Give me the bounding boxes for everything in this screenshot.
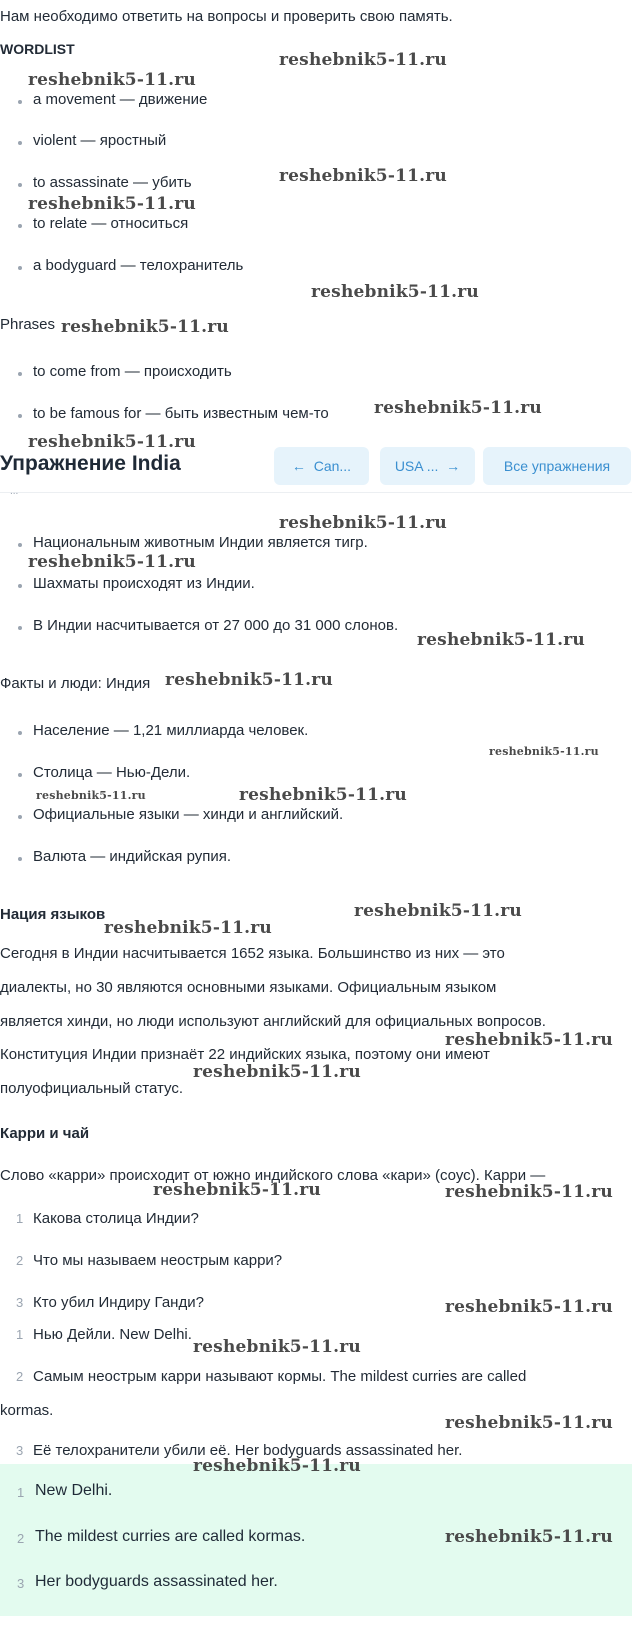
header-divider [0,492,632,493]
answer-item-continued: kormas. [0,1402,54,1419]
next-exercise-label: USA ... [394,458,439,474]
watermark: reshebnik5-11.ru [28,194,196,214]
list-number: 2 [16,1253,24,1268]
watermark: reshebnik5-11.ru [239,785,407,805]
exercise-title: Упражнение India [0,452,181,475]
watermark: reshebnik5-11.ru [153,1180,321,1200]
watermark: reshebnik5-11.ru [445,1297,613,1317]
bullet-icon [18,372,22,376]
list-number: 3 [16,1295,24,1310]
watermark: reshebnik5-11.ru [104,918,272,938]
bullet-icon [18,183,22,187]
list-item: Официальные языки — хинди и английский. [33,806,344,823]
watermark: reshebnik5-11.ru [279,166,447,186]
list-number: 1 [17,1485,25,1500]
list-item: to relate — относиться [33,215,189,232]
bullet-icon [18,141,22,145]
prev-exercise-label: Can... [313,458,352,474]
list-item: Национальным животным Индии является тигр. [33,534,368,551]
list-number: 3 [16,1443,24,1458]
paragraph-line: Сегодня в Индии насчитывается 1652 языка. Большинство из них — это [0,945,505,962]
list-item: В Индии насчитывается от 27 000 до 31 000 слонов. [33,617,399,634]
watermark: reshebnik5-11.ru [489,745,599,758]
answer-item: Нью Дейли. New Delhi. [33,1326,192,1343]
watermark: reshebnik5-11.ru [28,70,196,90]
bullet-icon [18,100,22,104]
list-item: to be famous for — быть известным чем-то [33,405,329,422]
list-item: to assassinate — убить [33,174,192,191]
list-item: a bodyguard — телохранитель [33,257,244,274]
watermark: reshebnik5-11.ru [279,513,447,533]
all-exercises-button[interactable]: Все упражнения [483,447,631,485]
list-item: violent — яростный [33,132,167,149]
watermark: reshebnik5-11.ru [445,1030,613,1050]
paragraph-line: Слово «карри» происходит от южно индийского слова «кари» (соус). Карри — [0,1167,546,1184]
paragraph-line: является хинди, но люди используют английский для официальных вопросов. [0,1013,546,1030]
list-item: to come from — происходить [33,363,232,380]
answer-item: The mildest curries are called kormas. [35,1528,306,1545]
list-item: Столица — Нью-Дели. [33,764,191,781]
bullet-icon [18,626,22,630]
watermark: reshebnik5-11.ru [28,552,196,572]
watermark: reshebnik5-11.ru [417,630,585,650]
arrow-right-icon: → [446,458,461,474]
watermark: reshebnik5-11.ru [193,1062,361,1082]
list-number: 1 [16,1211,24,1226]
watermark: reshebnik5-11.ru [193,1456,361,1476]
answer-item: Её телохранители убили её. Her bodyguards assassinated her. [33,1442,463,1459]
bullet-icon [18,224,22,228]
wordlist-heading: WORDLIST [0,41,75,57]
bullet-icon [18,584,22,588]
bullet-icon [18,414,22,418]
arrow-left-icon: ← [291,458,306,474]
watermark: reshebnik5-11.ru [61,317,229,337]
paragraph-line: диалекты, но 30 являются основными языками. Официальным языком [0,979,497,996]
list-number: 3 [17,1576,25,1591]
partial-text: ... [10,486,19,497]
curry-heading: Карри и чай [0,1125,90,1142]
list-item: Население — 1,21 миллиарда человек. [33,722,309,739]
next-exercise-button[interactable] [380,447,475,485]
watermark: reshebnik5-11.ru [445,1413,613,1433]
watermark: reshebnik5-11.ru [28,432,196,452]
watermark: reshebnik5-11.ru [445,1527,613,1547]
bullet-icon [18,857,22,861]
languages-heading: Нация языков [0,906,106,923]
facts-heading: Факты и люди: Индия [0,675,151,692]
bullet-icon [18,543,22,547]
watermark: reshebnik5-11.ru [165,670,333,690]
list-item: Шахматы происходят из Индии. [33,575,255,592]
question-item: Какова столица Индии? [33,1210,199,1227]
bullet-icon [18,773,22,777]
watermark: reshebnik5-11.ru [374,398,542,418]
answer-item: Самым неострым карри называют кормы. The mildest curries are called [33,1368,527,1385]
list-number: 2 [17,1531,25,1546]
watermark: reshebnik5-11.ru [354,901,522,921]
list-item: a movement — движение [33,91,208,108]
list-number: 1 [16,1327,24,1342]
watermark: reshebnik5-11.ru [36,789,146,802]
list-item: Валюта — индийская рупия. [33,848,232,865]
paragraph-line: Конституция Индии признаёт 22 индийских языка, поэтому они имеют [0,1046,490,1063]
watermark: reshebnik5-11.ru [311,282,479,302]
answer-item: Her bodyguards assassinated her. [35,1573,278,1590]
bullet-icon [18,815,22,819]
list-number: 2 [16,1369,24,1384]
paragraph-line: полуофициальный статус. [0,1080,184,1097]
watermark: reshebnik5-11.ru [279,50,447,70]
watermark: reshebnik5-11.ru [445,1182,613,1202]
prev-exercise-button[interactable] [274,447,369,485]
question-item: Что мы называем неострым карри? [33,1252,283,1269]
answer-item: New Delhi. [35,1482,113,1499]
watermark: reshebnik5-11.ru [193,1337,361,1357]
question-item: Кто убил Индиру Ганди? [33,1294,204,1311]
phrases-heading: Phrases [0,316,56,333]
bullet-icon [18,266,22,270]
bullet-icon [18,731,22,735]
intro-text: Нам необходимо ответить на вопросы и проверить свою память. [0,8,453,25]
